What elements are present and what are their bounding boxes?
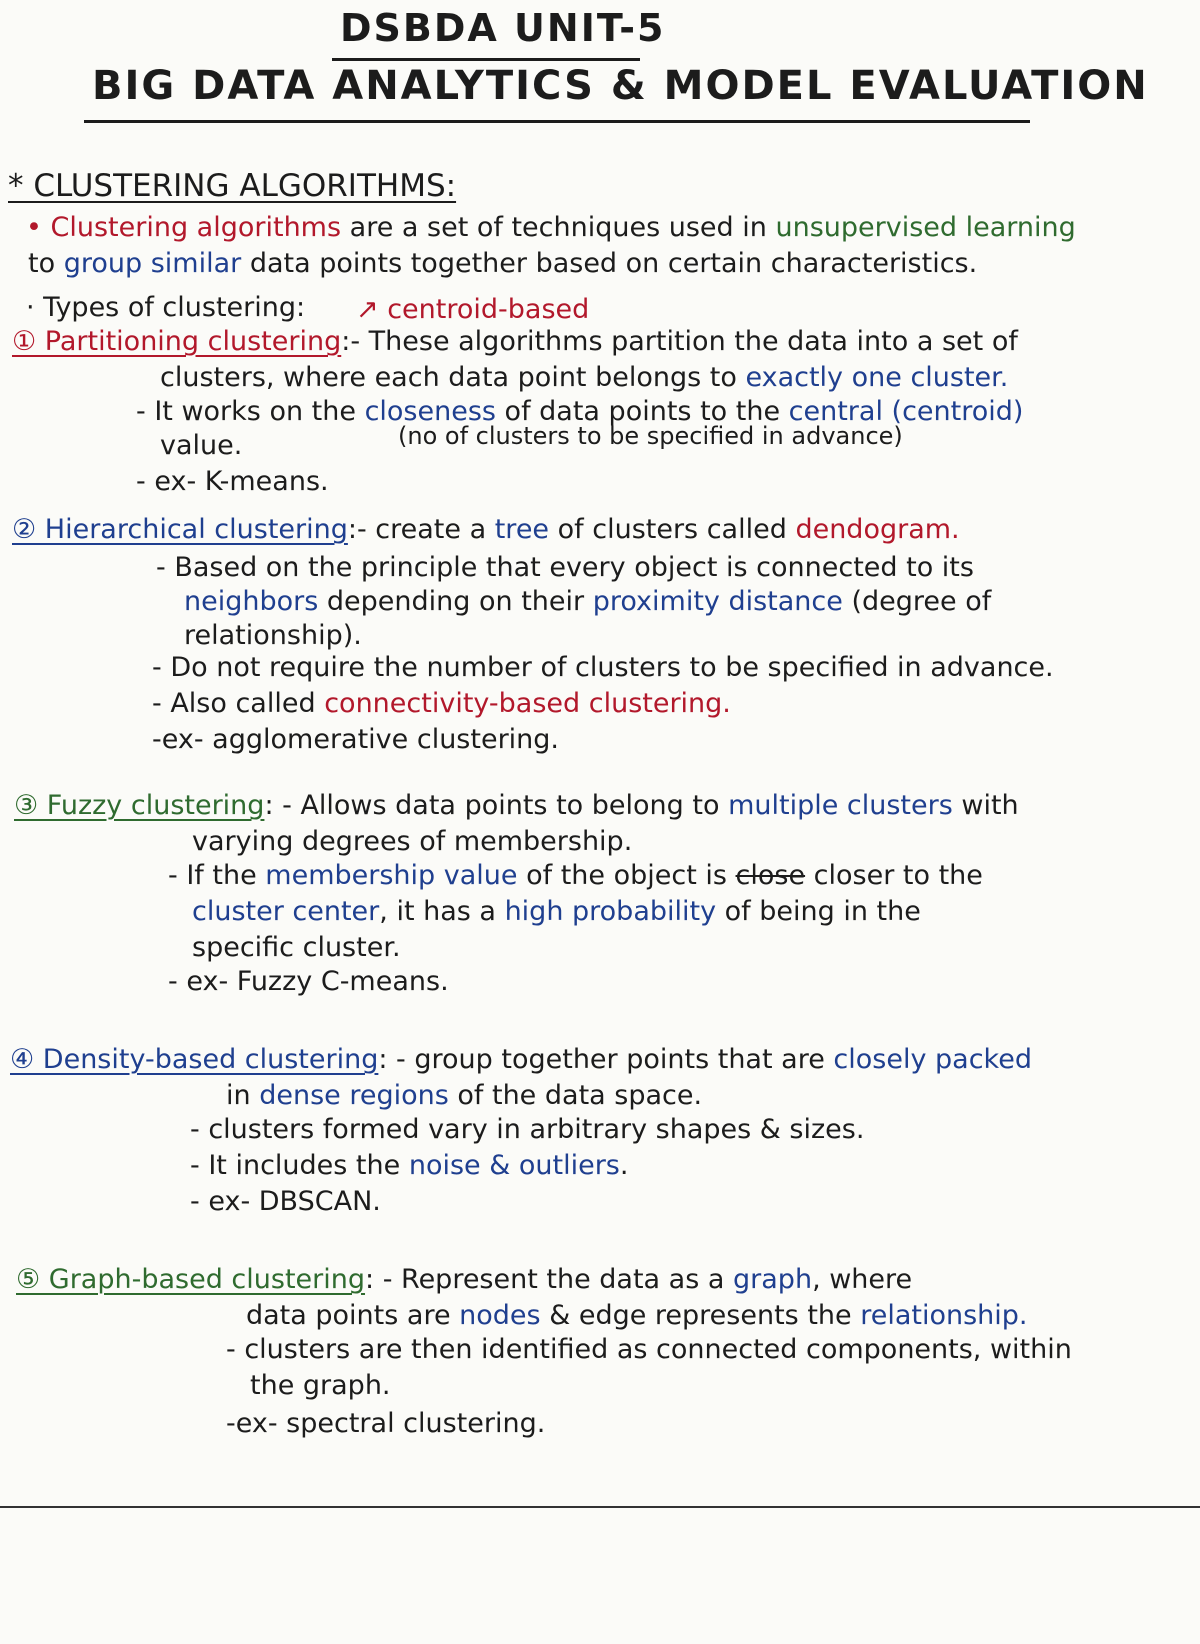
partitioning-line-4: value. bbox=[160, 430, 243, 461]
intro-line-1: • Clustering algorithms are a set of techniques used in unsupervised learning bbox=[26, 212, 1076, 243]
title-underline bbox=[332, 58, 640, 61]
main-title: BIG DATA ANALYTICS & MODEL EVALUATION bbox=[92, 63, 1149, 109]
hierarchical-line-2: - Based on the principle that every object is connected to its bbox=[156, 552, 974, 583]
intro-line-2: to group similar data points together based on certain characteristics. bbox=[28, 248, 978, 279]
density-line-2: in dense regions of the data space. bbox=[226, 1080, 703, 1111]
centroid-note: ↗ centroid-based bbox=[356, 294, 590, 325]
density-line-3: - clusters formed vary in arbitrary shapes & sizes. bbox=[190, 1114, 865, 1145]
graph-line-4: the graph. bbox=[250, 1370, 391, 1401]
density-line-4: - It includes the noise & outliers. bbox=[190, 1150, 629, 1181]
graph-heading: ⑤ Graph-based clustering: - Represent the data as a graph, where bbox=[16, 1264, 913, 1295]
hierarchical-example: -ex- agglomerative clustering. bbox=[152, 724, 560, 755]
density-heading: ④ Density-based clustering: - group together points that are closely packed bbox=[10, 1044, 1032, 1075]
graph-line-2: data points are nodes & edge represents the relationship. bbox=[246, 1300, 1028, 1331]
fuzzy-line-5: specific cluster. bbox=[192, 932, 401, 963]
page-bottom-edge bbox=[0, 1506, 1200, 1508]
partitioning-heading: ① Partitioning clustering:- These algorithms partition the data into a set of bbox=[12, 326, 1018, 357]
fuzzy-line-4: cluster center, it has a high probability of being in the bbox=[192, 896, 921, 927]
fuzzy-line-3: - If the membership value of the object is close closer to the bbox=[168, 860, 983, 891]
section-heading: * CLUSTERING ALGORITHMS: bbox=[8, 168, 457, 204]
density-example: - ex- DBSCAN. bbox=[190, 1186, 381, 1217]
hierarchical-line-3: neighbors depending on their proximity distance (degree of bbox=[184, 586, 992, 617]
fuzzy-heading: ③ Fuzzy clustering: - Allows data points to belong to multiple clusters with bbox=[14, 790, 1019, 821]
hierarchical-line-5: - Do not require the number of clusters to be specified in advance. bbox=[152, 652, 1054, 683]
fuzzy-line-2: varying degrees of membership. bbox=[192, 826, 633, 857]
partitioning-line-2: clusters, where each data point belongs to exactly one cluster. bbox=[160, 362, 1009, 393]
graph-example: -ex- spectral clustering. bbox=[226, 1408, 546, 1439]
fuzzy-example: - ex- Fuzzy C-means. bbox=[168, 966, 449, 997]
intro-line-3: · Types of clustering: bbox=[26, 292, 306, 323]
unit-title: DSBDA UNIT-5 bbox=[340, 6, 666, 50]
graph-line-3: - clusters are then identified as connected components, within bbox=[226, 1334, 1072, 1365]
partitioning-line-3: - It works on the closeness of data points to the central (centroid) bbox=[136, 396, 1024, 427]
hierarchical-line-6: - Also called connectivity-based clustering. bbox=[152, 688, 731, 719]
hierarchical-line-4: relationship). bbox=[184, 620, 362, 651]
hierarchical-heading: ② Hierarchical clustering:- create a tree of clusters called dendogram. bbox=[12, 514, 960, 545]
partitioning-example: - ex- K-means. bbox=[136, 466, 329, 497]
partitioning-note: (no of clusters to be specified in advance) bbox=[398, 422, 903, 450]
main-title-underline bbox=[84, 120, 1030, 123]
